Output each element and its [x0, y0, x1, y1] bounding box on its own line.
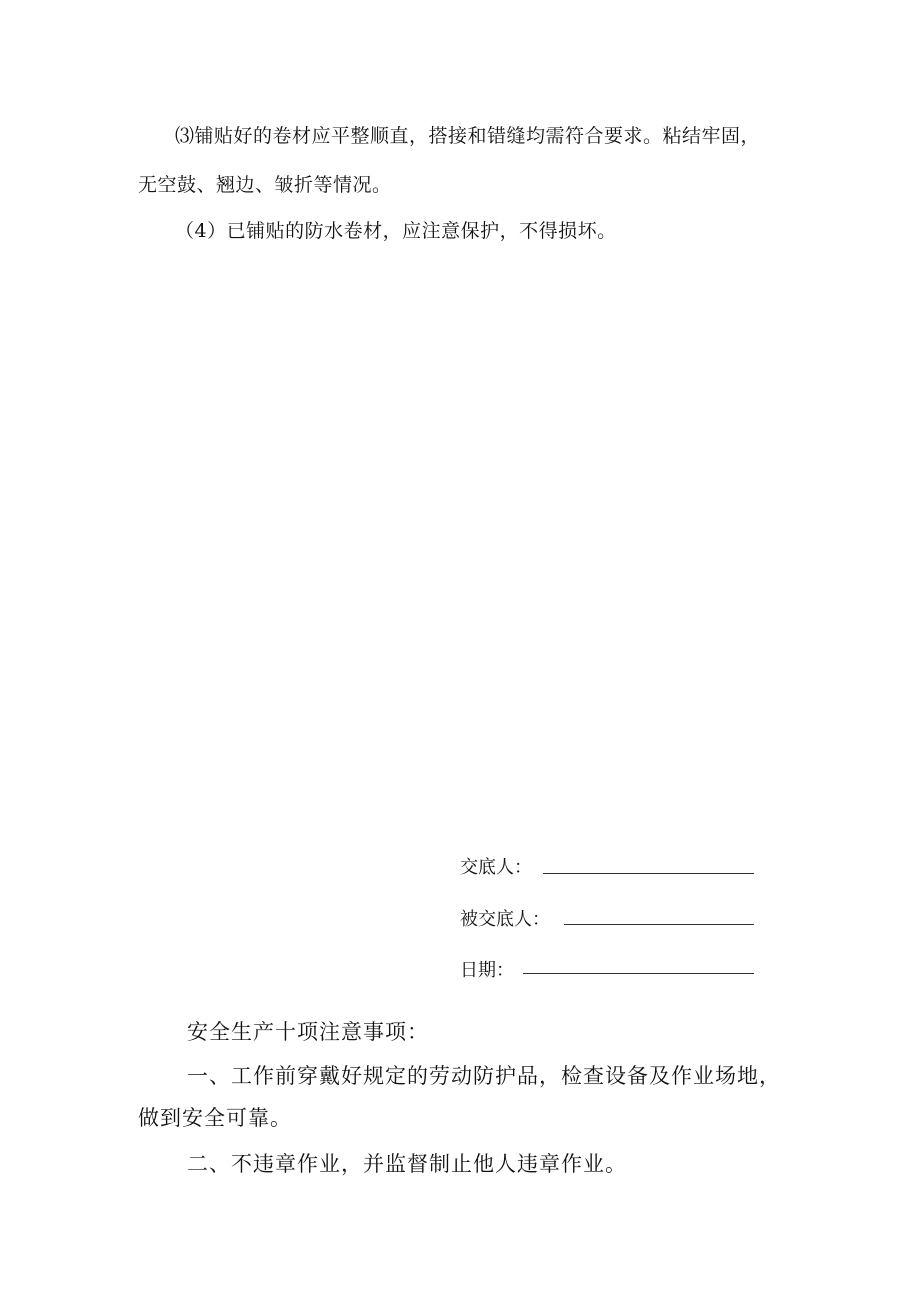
safety-item-1-line-1: 一、工作前穿戴好规定的劳动防护品，检查设备及作业场地，: [187, 1064, 781, 1088]
requirement-item-4: （4）已铺贴的防水卷材，应注意保护，不得损坏。: [175, 220, 617, 242]
date-label: 日期：: [460, 960, 514, 981]
date-signature-line: [523, 973, 754, 974]
received-by-label: 被交底人：: [460, 909, 550, 930]
requirement-item-3-line-1: ⑶铺贴好的卷材应平整顺直，搭接和错缝均需符合要求。粘结牢固，: [175, 125, 761, 147]
requirement-item-3-line-2: 无空鼓、翘边、皱折等情况。: [138, 174, 392, 196]
safety-heading: 安全生产十项注意事项：: [187, 1020, 429, 1044]
safety-item-2: 二、不违章作业，并监督制止他人违章作业。: [187, 1152, 627, 1176]
safety-item-1-line-2: 做到安全可靠。: [138, 1106, 292, 1130]
handover-by-label: 交底人：: [460, 857, 532, 878]
received-by-signature-line: [564, 924, 754, 925]
handover-by-signature-line: [543, 873, 754, 874]
